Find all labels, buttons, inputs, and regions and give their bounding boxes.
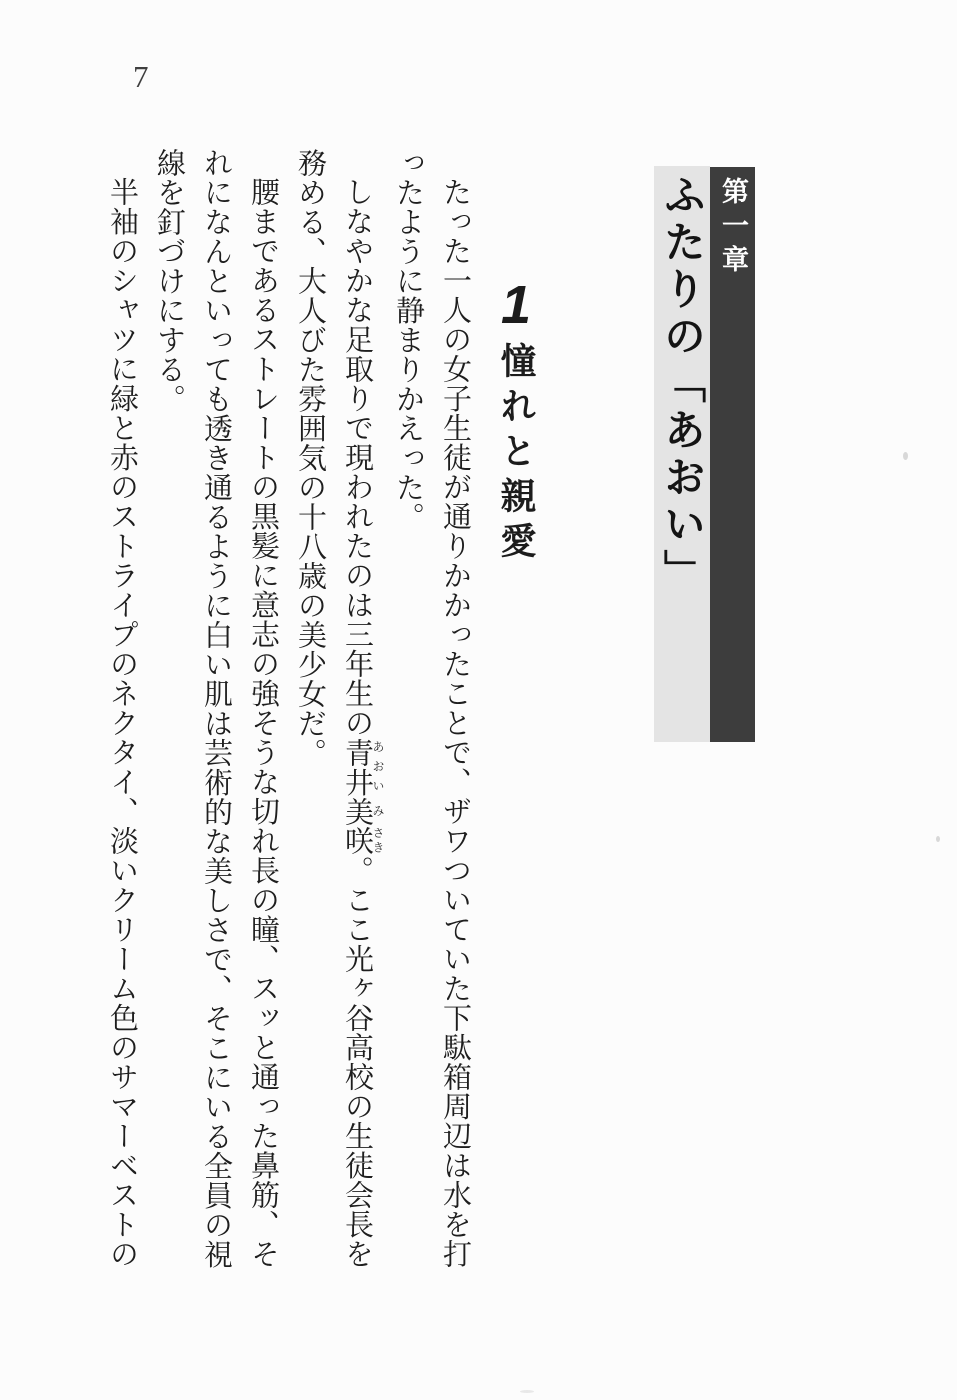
chapter-title: ふたりの「あおい」	[659, 173, 706, 596]
chapter-number-bar	[710, 167, 755, 742]
furigana-annotated-text: 美み	[341, 796, 385, 826]
scan-speck	[903, 452, 908, 460]
page-number: 7	[133, 59, 149, 94]
scan-speck	[936, 836, 940, 842]
section-number: 1	[500, 275, 532, 335]
body-text	[102, 148, 478, 1274]
scan-speck	[520, 1390, 534, 1393]
furigana-annotated-text: 青井あおい	[341, 737, 385, 797]
paragraph: 半袖のシャツに緑と赤のストライプのネクタイ、淡いクリーム色のサマーベストの	[106, 177, 138, 1269]
paragraph: たった一人の女子生徒が通りかかったことで、ザワついていた下駄箱周辺は水を打ったように静まりかえった。	[392, 148, 471, 1269]
paragraph: しなやかな足取りで現われたのは三年生の青井あおい美み咲さき。ここ光ヶ谷高校の生徒会長を務める、大人びた雰囲気の十八歳の美少女だ。	[294, 148, 385, 1269]
chapter-title-bar	[654, 166, 710, 742]
chapter-number-label: 第一章	[718, 177, 748, 279]
paragraph: 腰まであるストレートの黒髪に意志の強そうな切れ長の瞳、スッと通った鼻筋、それになんといっても透き通るように白い肌は芸術的な美しさで、そこにいる全員の視線を釘づけにする。	[153, 148, 279, 1269]
section-title: 憧れと親愛	[496, 342, 537, 567]
furigana-annotated-text: 咲さき	[341, 826, 385, 856]
